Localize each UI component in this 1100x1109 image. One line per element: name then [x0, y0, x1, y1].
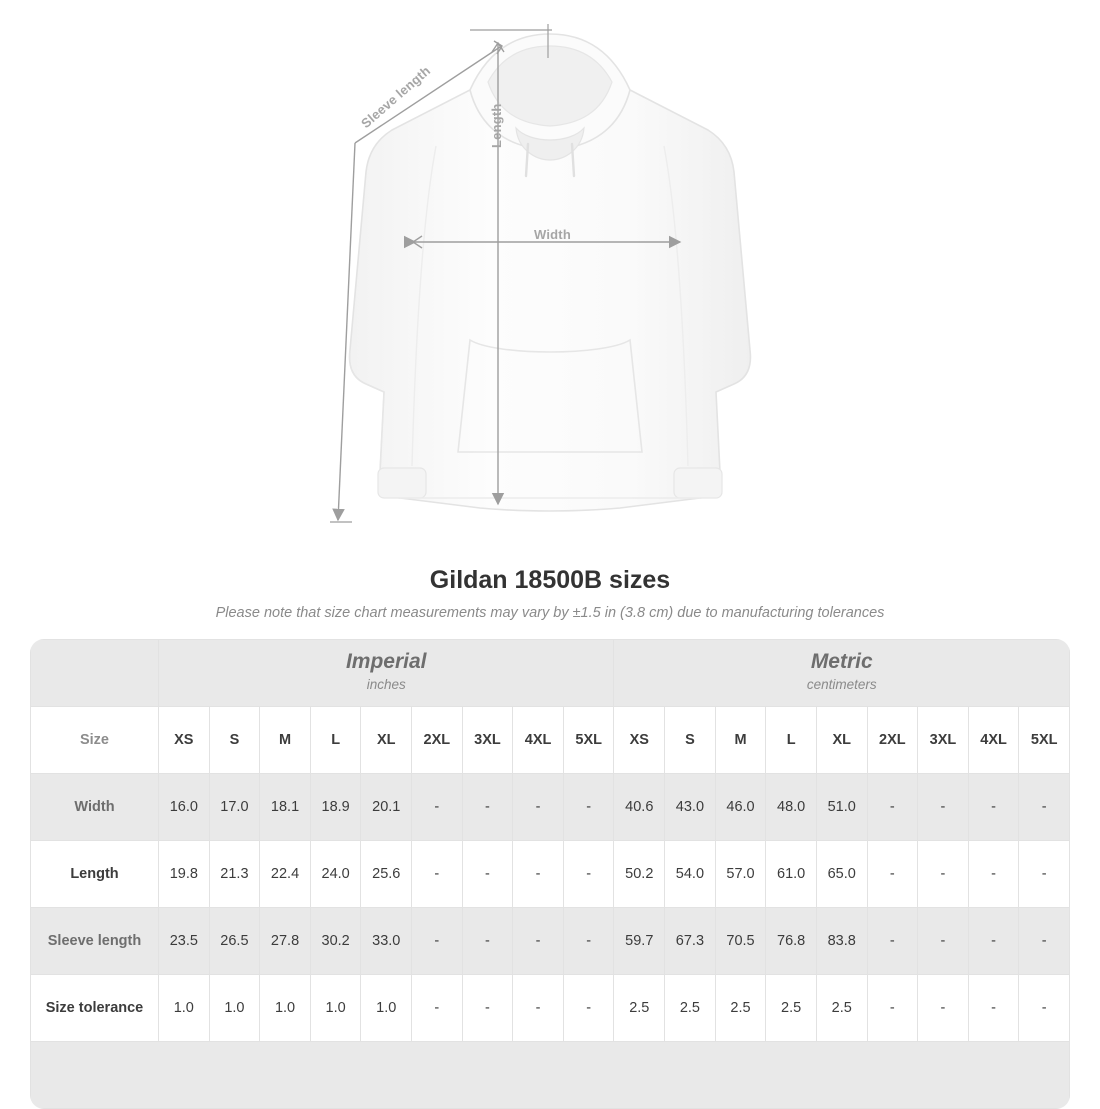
cell-size-tolerance-metric-m: 2.5	[715, 975, 766, 1042]
metric-system-label: Metric	[810, 650, 873, 674]
size-header-imperial-xs: XS	[159, 707, 210, 774]
table-footer-cell	[31, 1042, 1070, 1109]
size-header-metric-2xl: 2XL	[867, 707, 918, 774]
imperial-system-label: Imperial	[345, 650, 427, 674]
row-label-width: Width	[31, 774, 159, 841]
cell-sleeve-length-imperial-l: 30.2	[310, 908, 361, 975]
cell-length-metric-2xl: -	[867, 841, 918, 908]
cell-width-imperial-xl: 20.1	[361, 774, 412, 841]
row-label-sleeve-length: Sleeve length	[31, 908, 159, 975]
size-chart-table-wrapper	[30, 639, 1070, 1109]
cell-sleeve-length-imperial-xl: 33.0	[361, 908, 412, 975]
imperial-unit-label: inches	[366, 677, 406, 693]
cell-size-tolerance-metric-5xl: -	[1019, 975, 1070, 1042]
cell-length-imperial-s: 21.3	[209, 841, 260, 908]
imperial-header-cell	[159, 640, 614, 707]
cell-length-imperial-xs: 19.8	[159, 841, 210, 908]
size-header-imperial-xl: XL	[361, 707, 412, 774]
size-header-imperial-s: S	[209, 707, 260, 774]
cell-length-imperial-m: 22.4	[260, 841, 311, 908]
cell-width-metric-2xl: -	[867, 774, 918, 841]
size-header-metric-m: M	[715, 707, 766, 774]
cell-width-metric-3xl: -	[918, 774, 969, 841]
cell-length-metric-xl: 65.0	[816, 841, 867, 908]
cell-sleeve-length-metric-5xl: -	[1019, 908, 1070, 975]
cell-length-metric-4xl: -	[968, 841, 1019, 908]
cell-size-tolerance-imperial-xl: 1.0	[361, 975, 412, 1042]
cell-width-imperial-s: 17.0	[209, 774, 260, 841]
cell-width-metric-4xl: -	[968, 774, 1019, 841]
cell-width-metric-s: 43.0	[665, 774, 716, 841]
cell-sleeve-length-imperial-3xl: -	[462, 908, 513, 975]
cell-sleeve-length-metric-l: 76.8	[766, 908, 817, 975]
cell-sleeve-length-imperial-xs: 23.5	[159, 908, 210, 975]
cell-length-imperial-3xl: -	[462, 841, 513, 908]
table-row	[31, 774, 1070, 841]
cell-width-metric-m: 46.0	[715, 774, 766, 841]
cell-length-imperial-5xl: -	[563, 841, 614, 908]
cell-length-metric-l: 61.0	[766, 841, 817, 908]
size-chart-table	[30, 639, 1070, 1109]
cell-width-metric-5xl: -	[1019, 774, 1070, 841]
cell-size-tolerance-imperial-2xl: -	[412, 975, 463, 1042]
cell-size-tolerance-metric-l: 2.5	[766, 975, 817, 1042]
size-header-metric-4xl: 4XL	[968, 707, 1019, 774]
cell-size-tolerance-imperial-3xl: -	[462, 975, 513, 1042]
size-header-metric-s: S	[665, 707, 716, 774]
cell-size-tolerance-imperial-s: 1.0	[209, 975, 260, 1042]
length-label: Length	[489, 103, 504, 148]
size-header-metric-xl: XL	[816, 707, 867, 774]
cell-width-metric-xl: 51.0	[816, 774, 867, 841]
units-header-row	[31, 640, 1070, 707]
cell-sleeve-length-imperial-4xl: -	[513, 908, 564, 975]
cell-width-imperial-l: 18.9	[310, 774, 361, 841]
cell-sleeve-length-imperial-5xl: -	[563, 908, 614, 975]
size-header-imperial-m: M	[260, 707, 311, 774]
cell-sleeve-length-metric-m: 70.5	[715, 908, 766, 975]
row-label-size-tolerance: Size tolerance	[31, 975, 159, 1042]
table-row	[31, 908, 1070, 975]
table-footer-band	[31, 1042, 1070, 1109]
cell-width-imperial-xs: 16.0	[159, 774, 210, 841]
cell-length-metric-m: 57.0	[715, 841, 766, 908]
cell-size-tolerance-imperial-5xl: -	[563, 975, 614, 1042]
cell-sleeve-length-imperial-s: 26.5	[209, 908, 260, 975]
cell-size-tolerance-metric-2xl: -	[867, 975, 918, 1042]
width-label: Width	[534, 227, 571, 242]
cell-length-imperial-xl: 25.6	[361, 841, 412, 908]
cell-length-metric-xs: 50.2	[614, 841, 665, 908]
cell-width-imperial-5xl: -	[563, 774, 614, 841]
sleeve-length-label: Sleeve length	[358, 62, 434, 131]
cell-size-tolerance-imperial-xs: 1.0	[159, 975, 210, 1042]
cell-size-tolerance-metric-4xl: -	[968, 975, 1019, 1042]
cell-size-tolerance-metric-xl: 2.5	[816, 975, 867, 1042]
page-title: Gildan 18500B sizes	[429, 566, 671, 594]
cell-sleeve-length-metric-s: 67.3	[665, 908, 716, 975]
cell-length-metric-s: 54.0	[665, 841, 716, 908]
size-header-imperial-4xl: 4XL	[513, 707, 564, 774]
cell-width-imperial-3xl: -	[462, 774, 513, 841]
cell-sleeve-length-metric-2xl: -	[867, 908, 918, 975]
cell-sleeve-length-imperial-m: 27.8	[260, 908, 311, 975]
cell-length-metric-3xl: -	[918, 841, 969, 908]
tolerance-note: Please note that size chart measurements may vary by ±1.5 in (3.8 cm) due to manufacturing tolerances	[215, 605, 885, 621]
size-header-metric-l: L	[766, 707, 817, 774]
cell-length-imperial-2xl: -	[412, 841, 463, 908]
size-header-imperial-l: L	[310, 707, 361, 774]
cell-size-tolerance-metric-3xl: -	[918, 975, 969, 1042]
cell-length-metric-5xl: -	[1019, 841, 1070, 908]
metric-header-cell	[614, 640, 1070, 707]
size-header-metric-3xl: 3XL	[918, 707, 969, 774]
cell-length-imperial-4xl: -	[513, 841, 564, 908]
size-header-metric-5xl: 5XL	[1019, 707, 1070, 774]
units-corner-cell	[31, 640, 159, 707]
size-header-metric-xs: XS	[614, 707, 665, 774]
cell-size-tolerance-imperial-m: 1.0	[260, 975, 311, 1042]
title-block	[0, 566, 1100, 621]
size-corner-label: Size	[31, 707, 159, 774]
cell-length-imperial-l: 24.0	[310, 841, 361, 908]
sizes-header-row	[31, 707, 1070, 774]
cell-size-tolerance-metric-s: 2.5	[665, 975, 716, 1042]
table-row	[31, 841, 1070, 908]
cell-sleeve-length-metric-4xl: -	[968, 908, 1019, 975]
cell-width-imperial-4xl: -	[513, 774, 564, 841]
cell-size-tolerance-imperial-l: 1.0	[310, 975, 361, 1042]
size-header-imperial-5xl: 5XL	[563, 707, 614, 774]
cell-width-metric-l: 48.0	[766, 774, 817, 841]
cell-size-tolerance-metric-xs: 2.5	[614, 975, 665, 1042]
cell-sleeve-length-metric-xl: 83.8	[816, 908, 867, 975]
cell-width-imperial-2xl: -	[412, 774, 463, 841]
row-label-length: Length	[31, 841, 159, 908]
cell-sleeve-length-metric-xs: 59.7	[614, 908, 665, 975]
table-row	[31, 975, 1070, 1042]
cell-sleeve-length-imperial-2xl: -	[412, 908, 463, 975]
size-header-imperial-2xl: 2XL	[412, 707, 463, 774]
cell-width-imperial-m: 18.1	[260, 774, 311, 841]
cell-width-metric-xs: 40.6	[614, 774, 665, 841]
metric-unit-label: centimeters	[806, 677, 877, 693]
cell-sleeve-length-metric-3xl: -	[918, 908, 969, 975]
cell-size-tolerance-imperial-4xl: -	[513, 975, 564, 1042]
size-header-imperial-3xl: 3XL	[462, 707, 513, 774]
